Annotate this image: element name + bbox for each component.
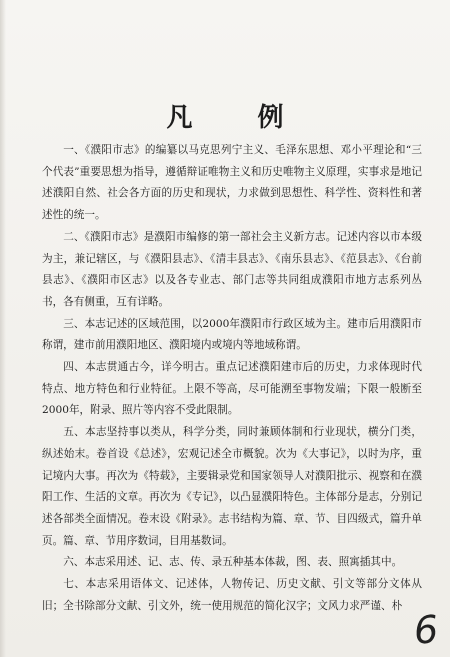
paragraph-5: 五、本志坚持事以类从，科学分类，同时兼顾体制和行业现状，横分门类，纵述始末。卷首设《总述》，宏观记述全市概貌。次为《大事记》，以时为序，重记境内大事。再次为《特载》，主要辑录党和国家领导人对濮阳批示、视察和在濮阳工作、生活的文章。再次为《专记》，以凸显濮阳特色。主体部分是志，分别记述各部类全面情况。卷末设《附录》。志书结构为篇、章、节、目四级式，篇升单页。篇、章、节用序数词，目用基数词。 bbox=[42, 426, 422, 547]
paragraph-7: 七、本志采用语体文、记述体，人物传记、历史文献、引文等部分文体从旧；全书除部分文献、引文外，统一使用规范的简化汉字；文风力求严谨、朴 bbox=[42, 578, 422, 612]
paragraph-6: 六、本志采用述、记、志、传、录五种基本体裁，图、表、照寓插其中。 bbox=[63, 556, 403, 569]
paragraph-4: 四、本志贯通古今，详今明古。重点记述濮阳建市后的历史，力求体现时代特点、地方特色和行业特征。上限不等高，尽可能溯至事物发端；下限一般断至2000年，附录、照片等内容不受此限制。 bbox=[42, 361, 422, 417]
paragraph-1: 一、《濮阳市志》的编纂以马克思列宁主义、毛泽东思想、邓小平理论和“三个代表”重要思想为指导，遵循辩证唯物主义和历史唯物主义原理，实事求是地记述濮阳自然、社会各方面的历史和现状，力求做到思想性、科学性、资料性和著述性的统一。 bbox=[42, 144, 422, 222]
body-text bbox=[42, 140, 422, 617]
paragraph-3: 三、本志记述的区域范围，以2000年濮阳市行政区域为主。建市后用濮阳市称谓，建市前用濮阳地区、濮阳境内或境内等地域称谓。 bbox=[42, 317, 422, 352]
handwritten-page-number: 6 bbox=[412, 607, 440, 653]
page-title: 凡 例 bbox=[166, 103, 312, 133]
paragraph-2: 二、《濮阳市志》是濮阳市编修的第一部社会主义新方志。记述内容以市本级为主，兼记辖区，与《濮阳县志》、《清丰县志》、《南乐县志》、《范县志》、《台前县志》、《濮阳市区志》以及各专业志、部门志等共同组成濮阳市地方志系列丛书，各有侧重，互有详略。 bbox=[42, 230, 422, 308]
